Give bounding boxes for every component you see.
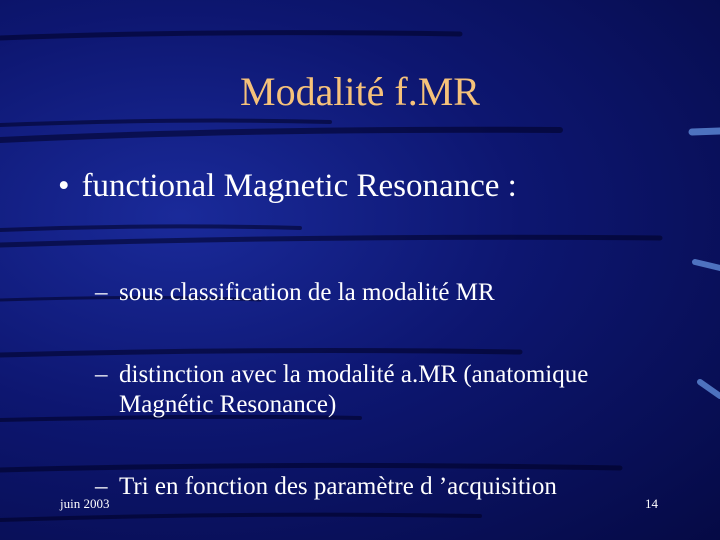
main-bullet-text: functional Magnetic Resonance : (81, 168, 517, 204)
slide-title: Modalité f.MR (240, 69, 480, 114)
sub-item (95, 278, 495, 308)
sub-item (95, 472, 557, 502)
sub-item (95, 360, 588, 420)
dash-marker: – (95, 473, 108, 500)
bullet-dot: • (58, 168, 70, 204)
dash-marker: – (95, 279, 108, 306)
sub-item-text: distinction avec la modalité a.MR (anatomique (119, 361, 589, 388)
page-number: 14 (645, 496, 658, 511)
dash-marker: – (95, 361, 108, 388)
sub-item-text: sous classification de la modalité MR (119, 279, 495, 306)
footer-date: juin 2003 (60, 496, 110, 511)
main-bullet (58, 168, 517, 205)
sub-item-text: Tri en fonction des paramètre d ’acquisition (119, 473, 557, 500)
sub-item-text-continued: Magnétic Resonance) (119, 391, 337, 418)
